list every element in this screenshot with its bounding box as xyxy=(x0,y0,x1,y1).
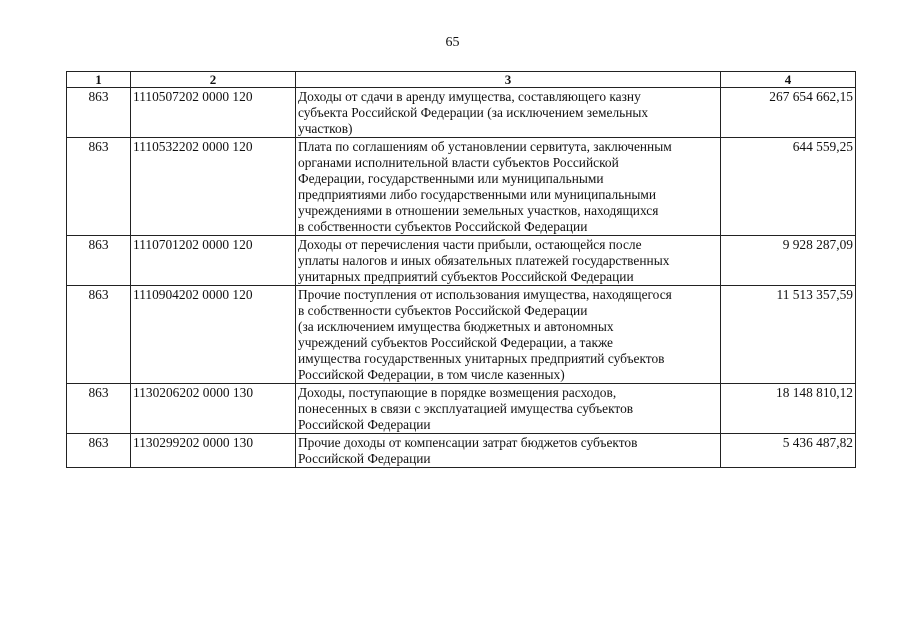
table-row xyxy=(67,88,856,138)
classification-code-cell: 1110701202 0000 120 xyxy=(131,236,296,286)
amount-cell: 644 559,25 xyxy=(721,138,856,236)
description-line: в собственности субъектов Российской Федерации xyxy=(298,219,588,234)
description-cell xyxy=(296,434,721,468)
page-number: 65 xyxy=(445,35,460,50)
description-line: участков) xyxy=(298,121,353,136)
column-header-4: 4 xyxy=(721,72,856,88)
description-line: Плата по соглашениям об установлении сервитута, заключенным xyxy=(298,139,672,154)
description-line: имущества государственных унитарных предприятий субъектов xyxy=(298,351,665,366)
admin-code-cell: 863 xyxy=(67,384,131,434)
table-row xyxy=(67,384,856,434)
description-line: органами исполнительной власти субъектов Российской xyxy=(298,155,619,170)
admin-code-cell: 863 xyxy=(67,286,131,384)
description-cell xyxy=(296,384,721,434)
description-line: Доходы, поступающие в порядке возмещения расходов, xyxy=(298,385,617,400)
description-cell xyxy=(296,88,721,138)
description-line: Доходы от сдачи в аренду имущества, составляющего казну xyxy=(298,89,641,104)
classification-code-cell: 1110532202 0000 120 xyxy=(131,138,296,236)
table-row xyxy=(67,434,856,468)
column-header-2: 2 xyxy=(131,72,296,88)
classification-code-cell: 1130299202 0000 130 xyxy=(131,434,296,468)
admin-code-cell: 863 xyxy=(67,434,131,468)
table-row xyxy=(67,236,856,286)
table-header-row xyxy=(67,72,856,88)
column-header-3: 3 xyxy=(296,72,721,88)
description-line: (за исключением имущества бюджетных и автономных xyxy=(298,319,614,334)
description-cell xyxy=(296,236,721,286)
amount-cell: 18 148 810,12 xyxy=(721,384,856,434)
description-line: учреждениями в отношении земельных участков, находящихся xyxy=(298,203,659,218)
classification-code-cell: 1110904202 0000 120 xyxy=(131,286,296,384)
description-line: учреждений субъектов Российской Федерации, а также xyxy=(298,335,613,350)
description-line: Российской Федерации xyxy=(298,417,431,432)
admin-code-cell: 863 xyxy=(67,236,131,286)
table-row xyxy=(67,286,856,384)
description-cell xyxy=(296,286,721,384)
description-line: Доходы от перечисления части прибыли, остающейся после xyxy=(298,237,642,252)
admin-code-cell: 863 xyxy=(67,138,131,236)
amount-cell: 5 436 487,82 xyxy=(721,434,856,468)
description-line: Федерации, государственными или муниципальными xyxy=(298,171,604,186)
classification-code-cell: 1110507202 0000 120 xyxy=(131,88,296,138)
description-line: субъекта Российской Федерации (за исключением земельных xyxy=(298,105,649,120)
description-line: понесенных в связи с эксплуатацией имущества субъектов xyxy=(298,401,634,416)
description-line: уплаты налогов и иных обязательных платежей государственных xyxy=(298,253,670,268)
column-header-1: 1 xyxy=(67,72,131,88)
table-body xyxy=(67,88,856,468)
description-line: Прочие доходы от компенсации затрат бюджетов субъектов xyxy=(298,435,638,450)
amount-cell: 11 513 357,59 xyxy=(721,286,856,384)
classification-code-cell: 1130206202 0000 130 xyxy=(131,384,296,434)
description-line: в собственности субъектов Российской Федерации xyxy=(298,303,588,318)
description-line: унитарных предприятий субъектов Российской Федерации xyxy=(298,269,634,284)
table-row xyxy=(67,138,856,236)
revenue-table xyxy=(66,71,856,468)
amount-cell: 267 654 662,15 xyxy=(721,88,856,138)
amount-cell: 9 928 287,09 xyxy=(721,236,856,286)
description-cell xyxy=(296,138,721,236)
description-line: Прочие поступления от использования имущества, находящегося xyxy=(298,287,672,302)
description-line: предприятиями либо государственными или муниципальными xyxy=(298,187,657,202)
description-line: Российской Федерации xyxy=(298,451,431,466)
admin-code-cell: 863 xyxy=(67,88,131,138)
description-line: Российской Федерации, в том числе казенных) xyxy=(298,367,565,382)
